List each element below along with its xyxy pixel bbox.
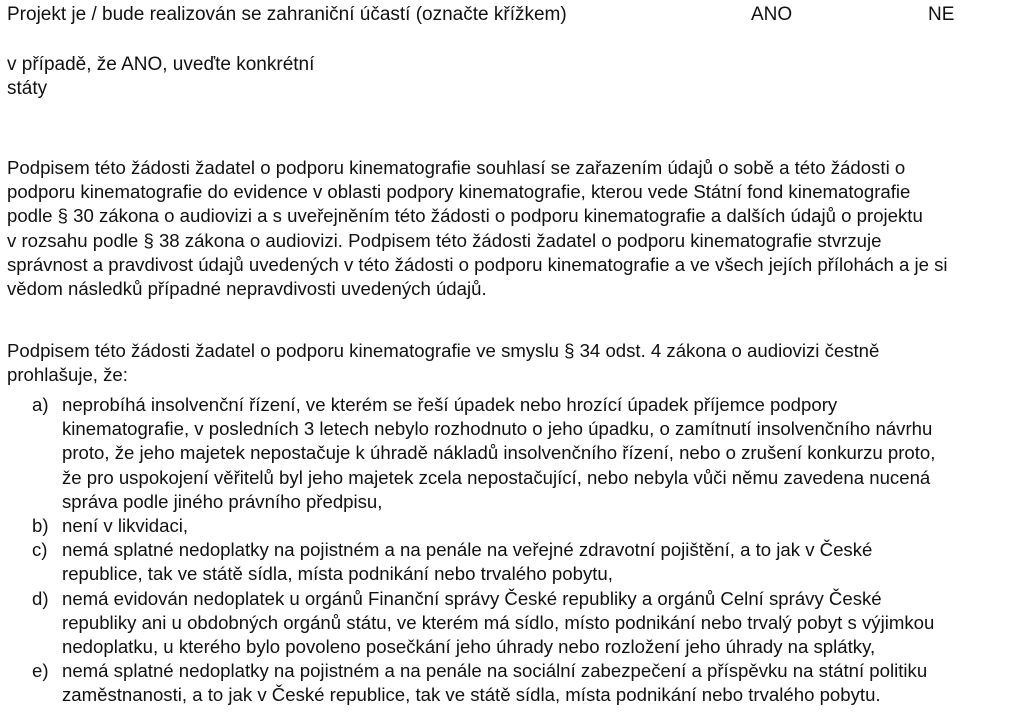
list-item-line: neprobíhá insolvenční řízení, ve kterém se řeší úpadek nebo hrozící úpadek příjemce podpory: [62, 394, 838, 415]
declaration-intro-line: prohlašuje, že:: [7, 364, 128, 386]
list-item: [7, 587, 1019, 660]
list-item-marker: b): [32, 515, 49, 537]
list-item-line: nedoplatku, u kterého bylo povoleno posečkání jeho úhrady nebo rozložení jeho úhrady na splátky,: [62, 636, 876, 658]
list-item: [7, 514, 1019, 538]
list-item-line: proto, že jeho majetek nepostačuje k úhradě nákladů insolvenčního řízení, nebo o zrušení konkurzu proto,: [62, 442, 936, 464]
consent-paragraph: [7, 156, 1019, 301]
list-item-marker: c): [32, 539, 48, 561]
option-no[interactable]: NE: [928, 4, 955, 25]
declaration-intro-line: Podpisem této žádosti žadatel o podporu kinematografie ve smyslu § 34 odst. 4 zákona o audiovizi čestně: [7, 340, 880, 361]
list-item: [7, 393, 1019, 514]
consent-paragraph-line: v rozsahu podle § 38 zákona o audiovizi. Podpisem této žádosti žadatel o podporu kinematografie stvrzuje: [7, 229, 882, 251]
list-item-line: nemá splatné nedoplatky na pojistném a na penále na sociální zabezpečení a příspěvku na státní politiku: [62, 660, 928, 682]
list-item-line: nemá splatné nedoplatky na pojistném a na penále na veřejné zdravotní pojištění, a to jak v České: [62, 539, 873, 561]
consent-paragraph-line: Podpisem této žádosti žadatel o podporu kinematografie souhlasí se zařazením údajů o sobě a této žádosti o: [7, 157, 906, 178]
list-item-line: není v likvidaci,: [62, 515, 189, 537]
list-item-line: správa podle jiného právního předpisu,: [62, 490, 383, 512]
declaration-intro: [7, 339, 1019, 387]
list-item-line: že pro uspokojení věřitelů byl jeho majetek zcela nepostačující, nebo nebyla vůči němu zavedena nucená: [62, 466, 931, 488]
states-label-line2: státy: [7, 78, 48, 99]
consent-paragraph-line: podporu kinematografie do evidence v oblasti podpory kinematografie, kterou vede Státní fond kinematografie: [7, 181, 911, 203]
consent-paragraph-line: vědom následků případné nepravdivosti uvedených údajů.: [7, 278, 487, 300]
list-item: [7, 659, 1019, 707]
list-item-line: republiky ani u obdobných orgánů státu, ve kterém má sídlo, místo podnikání nebo trvalý pobyt s výjimkou: [62, 611, 935, 633]
list-item-line: republice, tak ve státě sídla, místa podnikání nebo trvalého pobytu,: [62, 563, 613, 585]
consent-paragraph-line: správnost a pravdivost údajů uvedených v této žádosti o podporu kinematografie a ve všech jejích přílohách a je si: [7, 253, 948, 275]
declaration-list: [7, 393, 1019, 708]
option-yes[interactable]: ANO: [751, 4, 793, 25]
foreign-participation-label: Projekt je / bude realizován se zahraniční účastí (označte křížkem): [7, 4, 567, 25]
list-item-marker: d): [32, 587, 49, 609]
list-item-line: nemá evidován nedoplatek u orgánů Finanční správy České republiky a orgánů Celní správy České: [62, 587, 882, 609]
states-label-line1: v případě, že ANO, uveďte konkrétní: [7, 54, 315, 75]
consent-paragraph-line: podle § 30 zákona o audiovizi a s uveřejněním této žádosti o podporu kinematografie a dalších údajů o projektu: [7, 205, 923, 227]
list-item-marker: a): [32, 394, 49, 415]
list-item: [7, 538, 1019, 586]
list-item-line: zaměstnanosti, a to jak v České republice, tak ve státě sídla, místa podnikání nebo trvalého pobytu.: [62, 684, 881, 706]
list-item-line: kinematografie, v posledních 3 letech nebylo rozhodnuto o jeho úpadku, o zamítnutí insolvenčního návrhu: [62, 418, 933, 440]
list-item-marker: e): [32, 660, 49, 682]
